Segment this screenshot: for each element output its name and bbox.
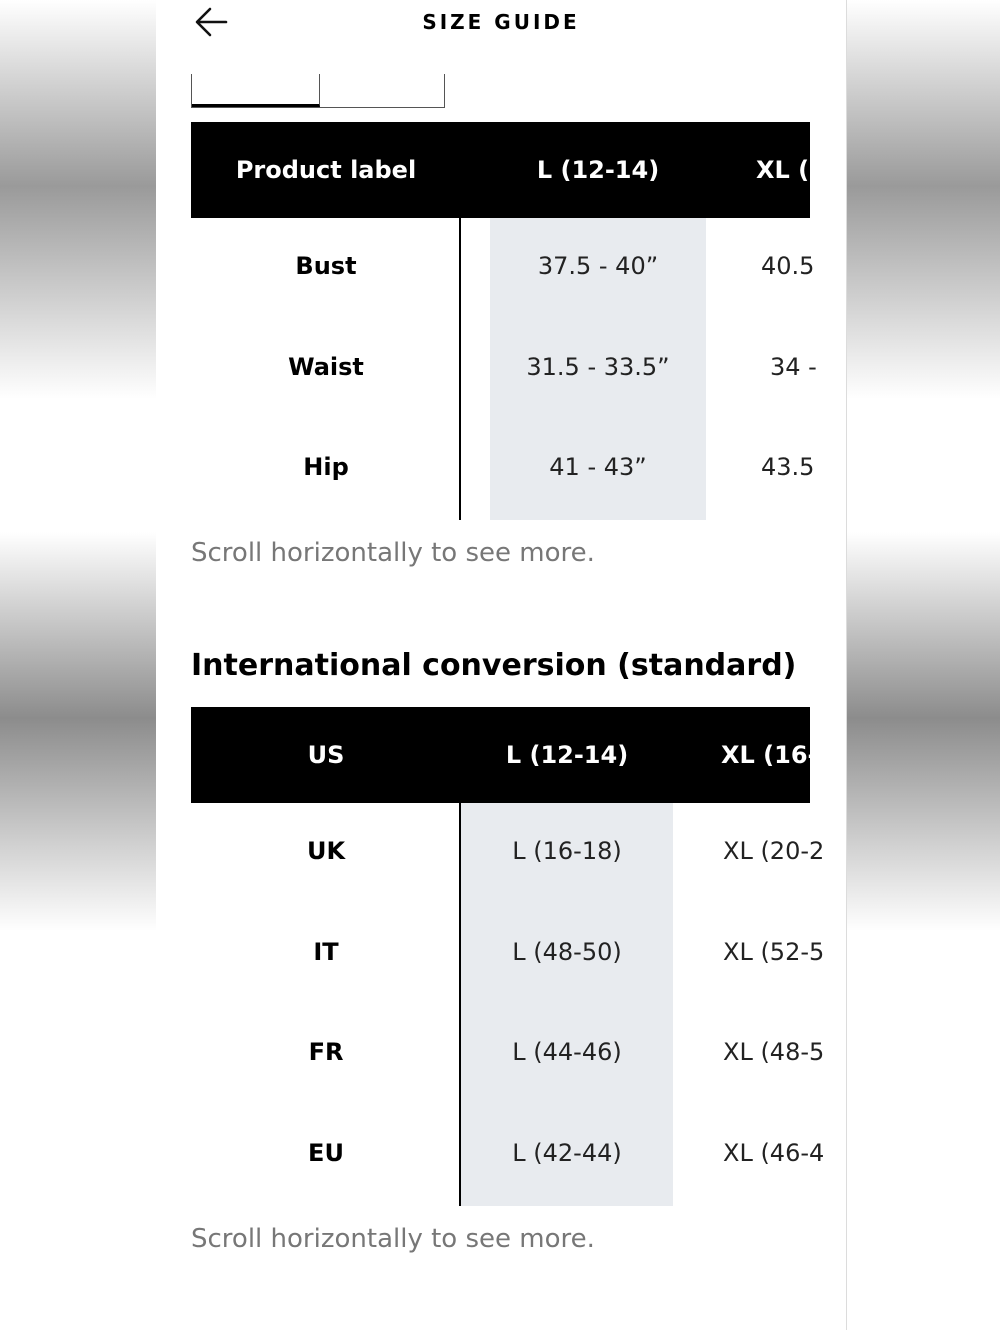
size-guide-screen [156,0,847,1330]
top-bar [156,0,846,48]
measurements-table[interactable] [191,122,826,522]
table-cell: 41 - 43” [549,453,647,481]
row-label: Bust [295,252,357,280]
scroll-hint: Scroll horizontally to see more. [191,1224,595,1254]
header-cell: Product label [235,156,417,184]
table-cell: 43.5 [761,453,815,481]
header-cell: US [307,741,345,769]
unit-toggle-option[interactable] [320,74,444,107]
table-cell: XL (52-5 [723,938,825,966]
scroll-hint: Scroll horizontally to see more. [191,538,595,568]
table-cell: L (48-50) [512,938,622,966]
row-label: UK [306,837,346,865]
table-cell: L (16-18) [512,837,622,865]
row-label: IT [313,938,339,966]
row-label: Waist [288,353,364,381]
table-cell: 37.5 - 40” [537,252,659,280]
table-cell: XL (20-2 [723,837,825,865]
row-label: Hip [303,453,349,481]
header-cell: L (12-14) [536,156,660,184]
section-title: International conversion (standard) [191,648,797,683]
header-cell: XL (1 [756,156,826,184]
table-cell: L (42-44) [512,1139,622,1167]
table-cell: XL (48-5 [723,1038,825,1066]
table-cell: 34 - [770,353,817,381]
unit-toggle [191,74,445,108]
table-cell: L (44-46) [512,1038,622,1066]
table-cell: 31.5 - 33.5” [526,353,670,381]
header-cell: XL (16-1 [721,741,835,769]
unit-toggle-option-selected[interactable] [192,74,320,107]
header-cell: L (12-14) [505,741,629,769]
page-title: SIZE GUIDE [422,10,580,34]
row-label: FR [308,1038,344,1066]
table-cell: XL (46-4 [723,1139,825,1167]
conversion-table[interactable] [191,707,835,1207]
table-cell: 40.5 [761,252,815,280]
row-label: EU [308,1139,344,1167]
table-header-row [191,122,826,218]
table-header-row [191,707,835,803]
